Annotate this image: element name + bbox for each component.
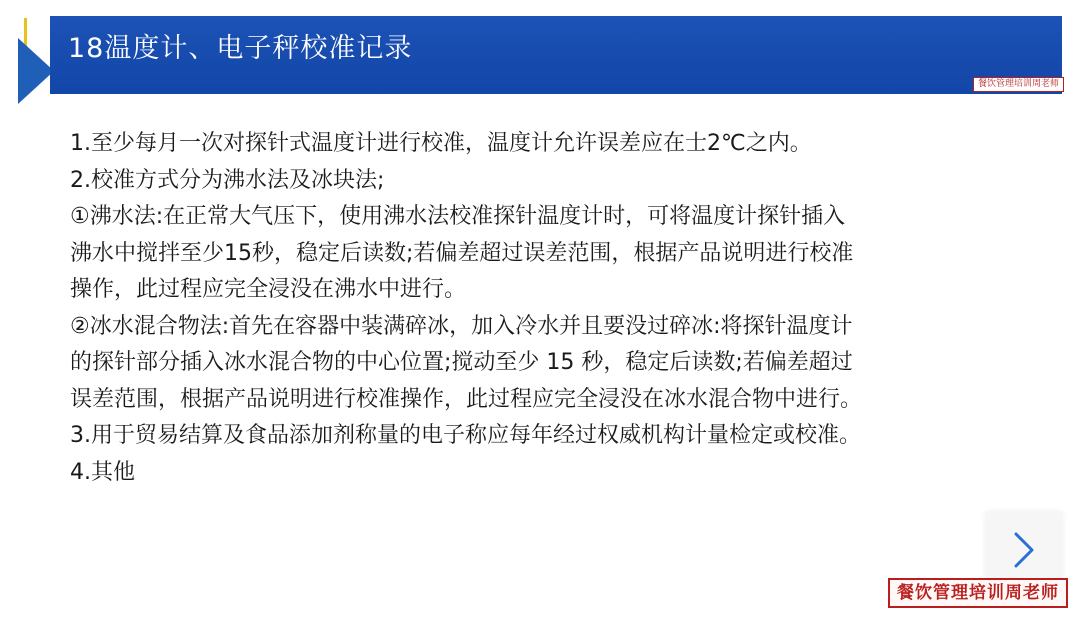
slide-title: 18温度计、电子秤校准记录 xyxy=(68,33,413,64)
content-line: 误差范围，根据产品说明进行校准操作，此过程应完全浸没在冰水混合物中进行。 xyxy=(70,386,863,412)
content-line: 4.其他 xyxy=(70,459,135,485)
watermark-stamp-large: 餐饮管理培训周老师 xyxy=(888,578,1068,608)
banner-triangle-decoration xyxy=(18,38,54,104)
content-line: 3.用于贸易结算及食品添加剂称量的电子称应每年经过权威机构计量检定或校准。 xyxy=(70,423,861,448)
content-line: 沸水中搅拌至少15秒，稳定后读数;若偏差超过误差范围，根据产品说明进行校准 xyxy=(70,240,854,266)
watermark-stamp-small: 餐饮管理培训周老师 xyxy=(973,77,1064,92)
content-line: 1.至少每月一次对探针式温度计进行校准，温度计允许误差应在士2℃之内。 xyxy=(70,131,812,156)
content-line: 操作，此过程应完全浸没在沸水中进行。 xyxy=(70,277,467,302)
content-line: 的探针部分插入冰水混合物的中心位置;搅动至少 15 秒，稳定后读数;若偏差超过 xyxy=(70,350,853,375)
slide-content xyxy=(70,126,1020,491)
chevron-right-icon xyxy=(1012,530,1036,570)
title-banner xyxy=(50,16,1062,94)
content-line: ②冰水混合物法:首先在容器中装满碎冰，加入冷水并且要没过碎冰:将探针温度计 xyxy=(70,313,853,339)
content-line: 2.校准方式分为沸水法及冰块法; xyxy=(70,167,385,193)
content-line: ①沸水法:在正常大气压下，使用沸水法校准探针温度计时，可将温度计探针插入 xyxy=(70,204,846,229)
